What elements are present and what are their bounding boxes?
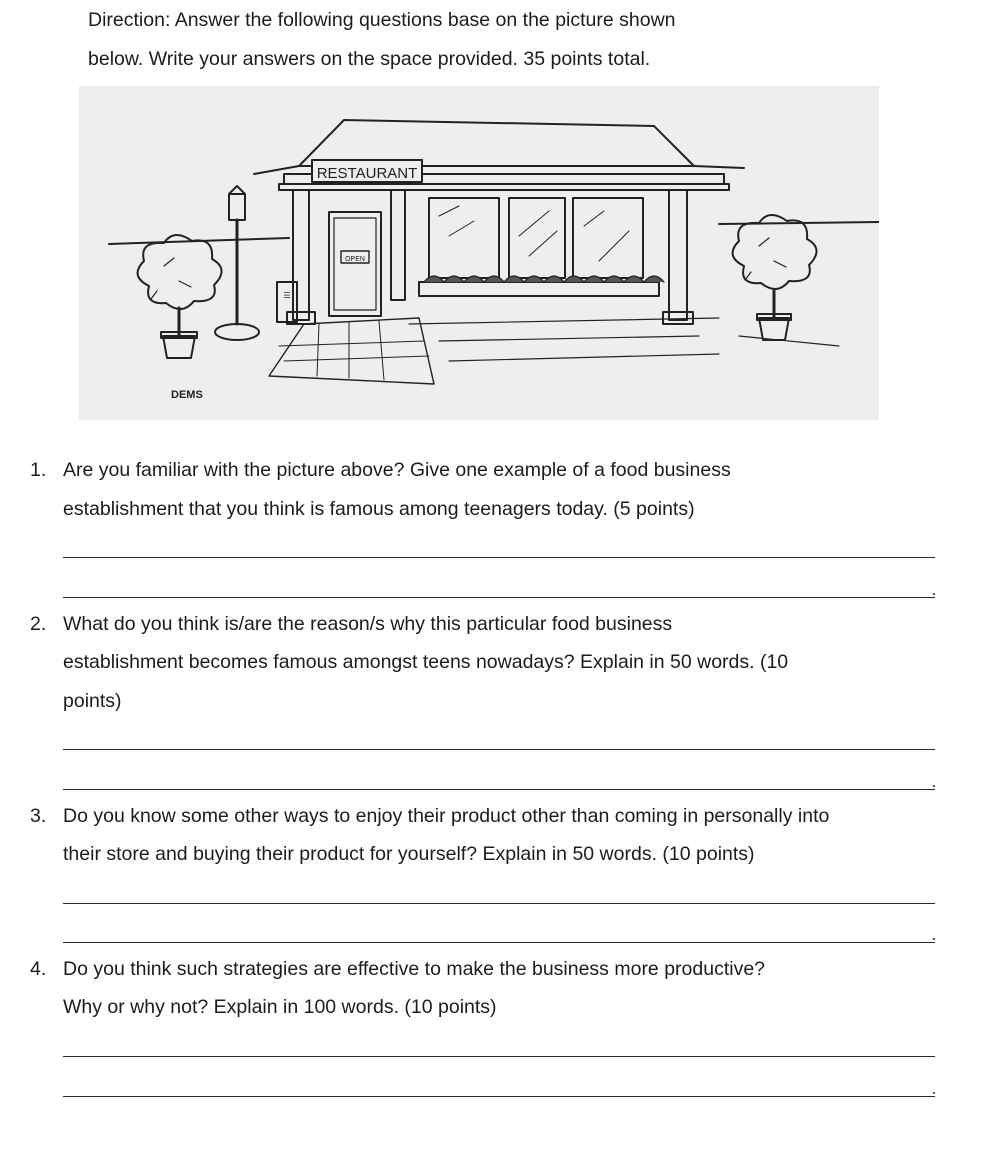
answer-line[interactable] [63,942,935,943]
left-potted-tree [138,235,222,358]
question-number: 3. [30,805,47,827]
period-mark [933,785,935,787]
restaurant-sketch [79,86,879,420]
artist-signature: DEMS [171,389,203,401]
direction-line-1: Direction: Answer the following questions base on the picture shown [88,9,676,31]
question-text-line: What do you think is/are the reason/s why this particular food business [63,613,673,635]
answer-line[interactable] [63,557,935,558]
restaurant-sign-text: RESTAURANT [316,165,418,182]
question-number: 2. [30,613,47,635]
period-mark [933,593,935,595]
answer-line[interactable] [63,903,935,904]
question-number: 1. [30,459,47,481]
restaurant-sign [312,160,422,182]
svg-text:☰: ☰ [283,291,291,300]
question-text-line: points) [63,690,122,712]
right-potted-tree [733,215,817,340]
question-text-line: Are you familiar with the picture above? Give one example of a food business [63,459,731,481]
door-open-sign: OPEN [345,256,365,263]
answer-line[interactable] [63,789,935,790]
direction-line-2: below. Write your answers on the space provided. 35 points total. [88,48,651,70]
question-text-line: Do you know some other ways to enjoy their product other than coming in personally into [63,805,830,827]
question-text-line: Do you think such strategies are effective to make the business more productive? [63,958,766,980]
question-text-line: their store and buying their product for yourself? Explain in 50 words. (10 points) [63,843,755,865]
answer-line[interactable] [63,1056,935,1057]
question-text-line: establishment that you think is famous among teenagers today. (5 points) [63,498,695,520]
question-number: 4. [30,958,47,980]
question-text-line: Why or why not? Explain in 100 words. (10 points) [63,996,497,1018]
period-mark [933,938,935,940]
question-text-line: establishment becomes famous amongst teens nowadays? Explain in 50 words. (10 [63,651,789,673]
answer-line[interactable] [63,749,935,750]
answer-line[interactable] [63,1096,935,1097]
period-mark [933,1092,935,1094]
answer-line[interactable] [63,597,935,598]
